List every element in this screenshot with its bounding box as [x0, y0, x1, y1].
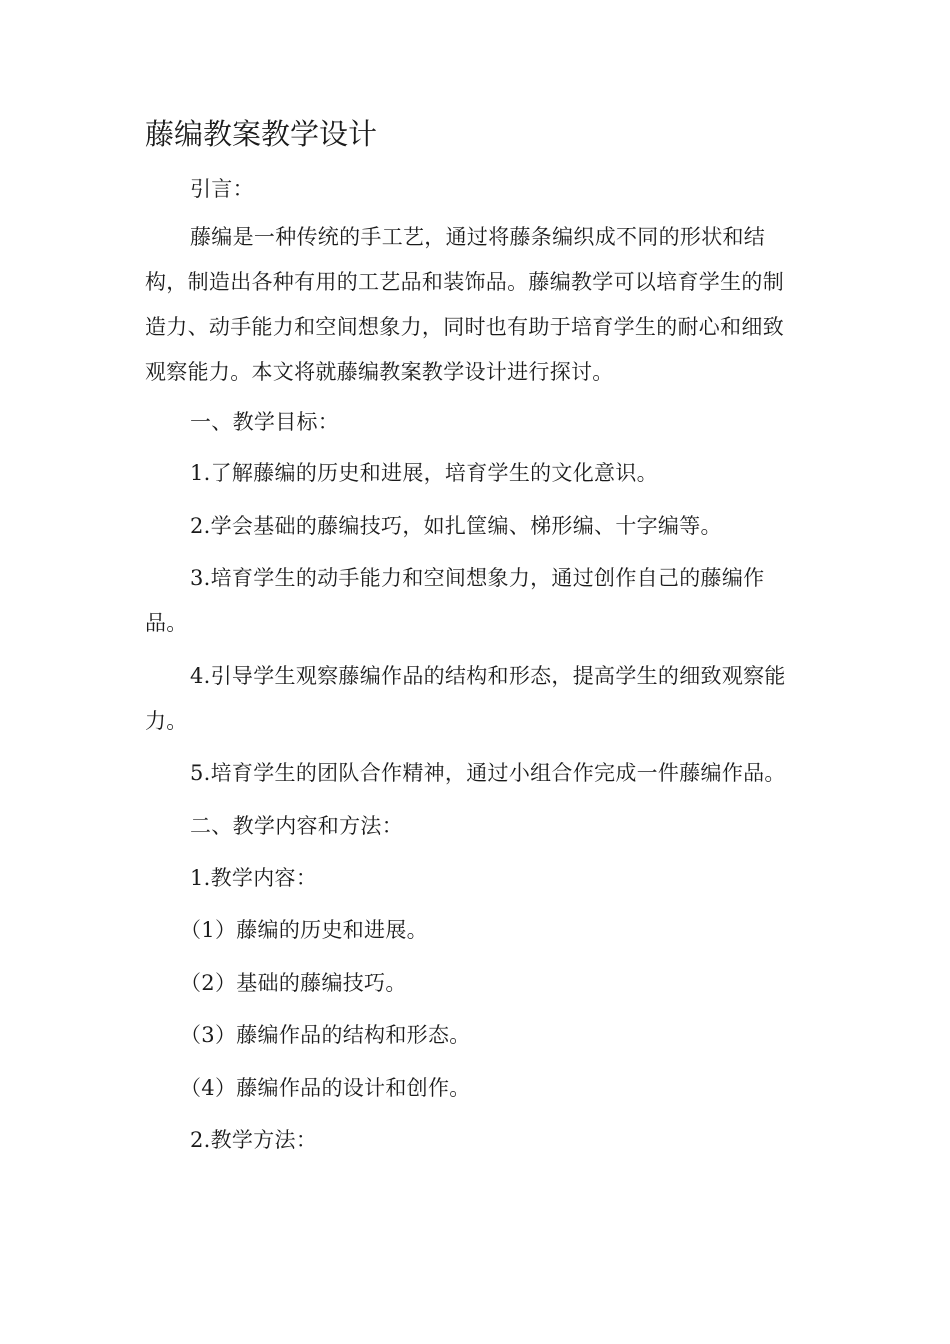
- paragraph-intro-body: 藤编是一种传统的手工艺，通过将藤条编织成不同的形状和结构，制造出各种有用的工艺品和装饰品。藤编教学可以培育学生的制造力、动手能力和空间想象力，同时也有助于培育学生的耐心和细致观察能力。本文将就藤编教案教学设计进行探讨。: [145, 225, 784, 384]
- goal-item-5: 5.培育学生的团队合作精神，通过小组合作完成一件藤编作品。: [190, 761, 786, 785]
- content-item-1: （1）藤编的历史和进展。: [180, 918, 428, 942]
- section-heading-goals: 一、教学目标：: [190, 410, 340, 434]
- content-item-3: （3）藤编作品的结构和形态。: [180, 1023, 471, 1047]
- paragraph-intro-heading: 引言：: [190, 177, 254, 201]
- goal-item-3: 3.培育学生的动手能力和空间想象力，通过创作自己的藤编作品。: [145, 566, 765, 635]
- content-item-4: （4）藤编作品的设计和创作。: [180, 1076, 471, 1100]
- goal-item-1: 1.了解藤编的历史和进展，培育学生的文化意识。: [190, 461, 658, 485]
- document-title: 藤编教案教学设计: [145, 117, 378, 151]
- subheading-content: 1.教学内容：: [190, 866, 318, 890]
- section-heading-content-methods: 二、教学内容和方法：: [190, 814, 403, 838]
- content-item-2: （2）基础的藤编技巧。: [180, 971, 407, 995]
- subheading-methods: 2.教学方法：: [190, 1128, 318, 1152]
- goal-item-2: 2.学会基础的藤编技巧，如扎筐编、梯形编、十字编等。: [190, 514, 722, 538]
- goal-item-4: 4.引导学生观察藤编作品的结构和形态，提高学生的细致观察能力。: [145, 664, 786, 733]
